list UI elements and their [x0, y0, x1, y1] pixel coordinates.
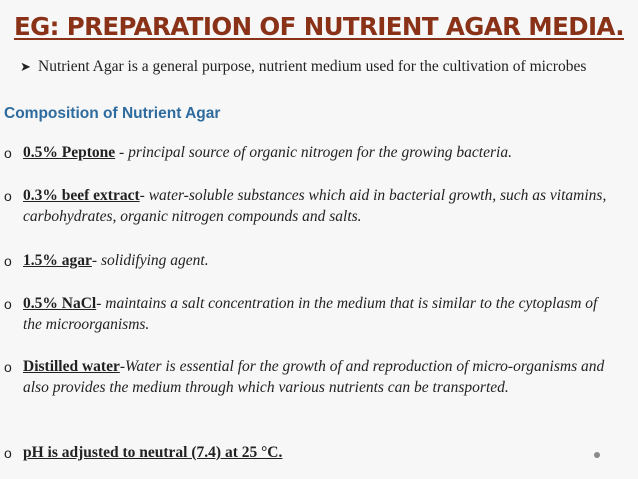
list-bullet: o	[4, 145, 12, 161]
slide-dot	[594, 452, 600, 458]
item-description: water-soluble substances which aid in bacterial growth, such as vitamins, carbohydrates, organic nitrogen compounds and salts.	[23, 187, 607, 225]
item-separator: -	[91, 252, 101, 269]
item-separator: -	[115, 144, 129, 161]
list-item	[4, 251, 610, 272]
slide-title: EG: PREPARATION OF NUTRIENT AGAR MEDIA.	[14, 12, 624, 41]
intro-bullet	[20, 57, 620, 76]
item-separator: -	[96, 295, 106, 312]
item-term: 0.3% beef extract	[23, 187, 140, 204]
list-item	[4, 143, 610, 164]
item-term: 0.5% NaCl	[23, 295, 97, 312]
item-description: principal source of organic nitrogen for the growing bacteria.	[128, 144, 512, 161]
item-term: 1.5% agar	[23, 252, 92, 269]
item-description: Water is essential for the growth of and reproduction of micro-organisms and also provides the medium through which various nutrients can be transported.	[23, 358, 605, 396]
arrow-right-icon: ➤	[20, 59, 31, 74]
list-bullet: o	[4, 445, 12, 461]
item-term: pH is adjusted to neutral (7.4) at 25 °C.	[23, 444, 283, 461]
list-item	[4, 443, 610, 464]
list-bullet: o	[4, 359, 12, 375]
item-separator: -	[119, 358, 126, 375]
list-item	[4, 357, 610, 398]
list-item	[4, 186, 610, 227]
list-bullet: o	[4, 188, 12, 204]
item-term: 0.5% Peptone	[23, 144, 116, 161]
item-description: solidifying agent.	[100, 252, 209, 269]
section-heading: Composition of Nutrient Agar	[4, 105, 221, 122]
item-separator: -	[139, 187, 149, 204]
item-description: maintains a salt concentration in the medium that is similar to the cytoplasm of the microorganisms.	[23, 295, 598, 333]
intro-text: Nutrient Agar is a general purpose, nutrient medium used for the cultivation of microbes	[38, 58, 587, 75]
list-item	[4, 294, 610, 335]
list-bullet: o	[4, 296, 12, 312]
list-bullet: o	[4, 253, 12, 269]
item-term: Distilled water	[23, 358, 120, 375]
